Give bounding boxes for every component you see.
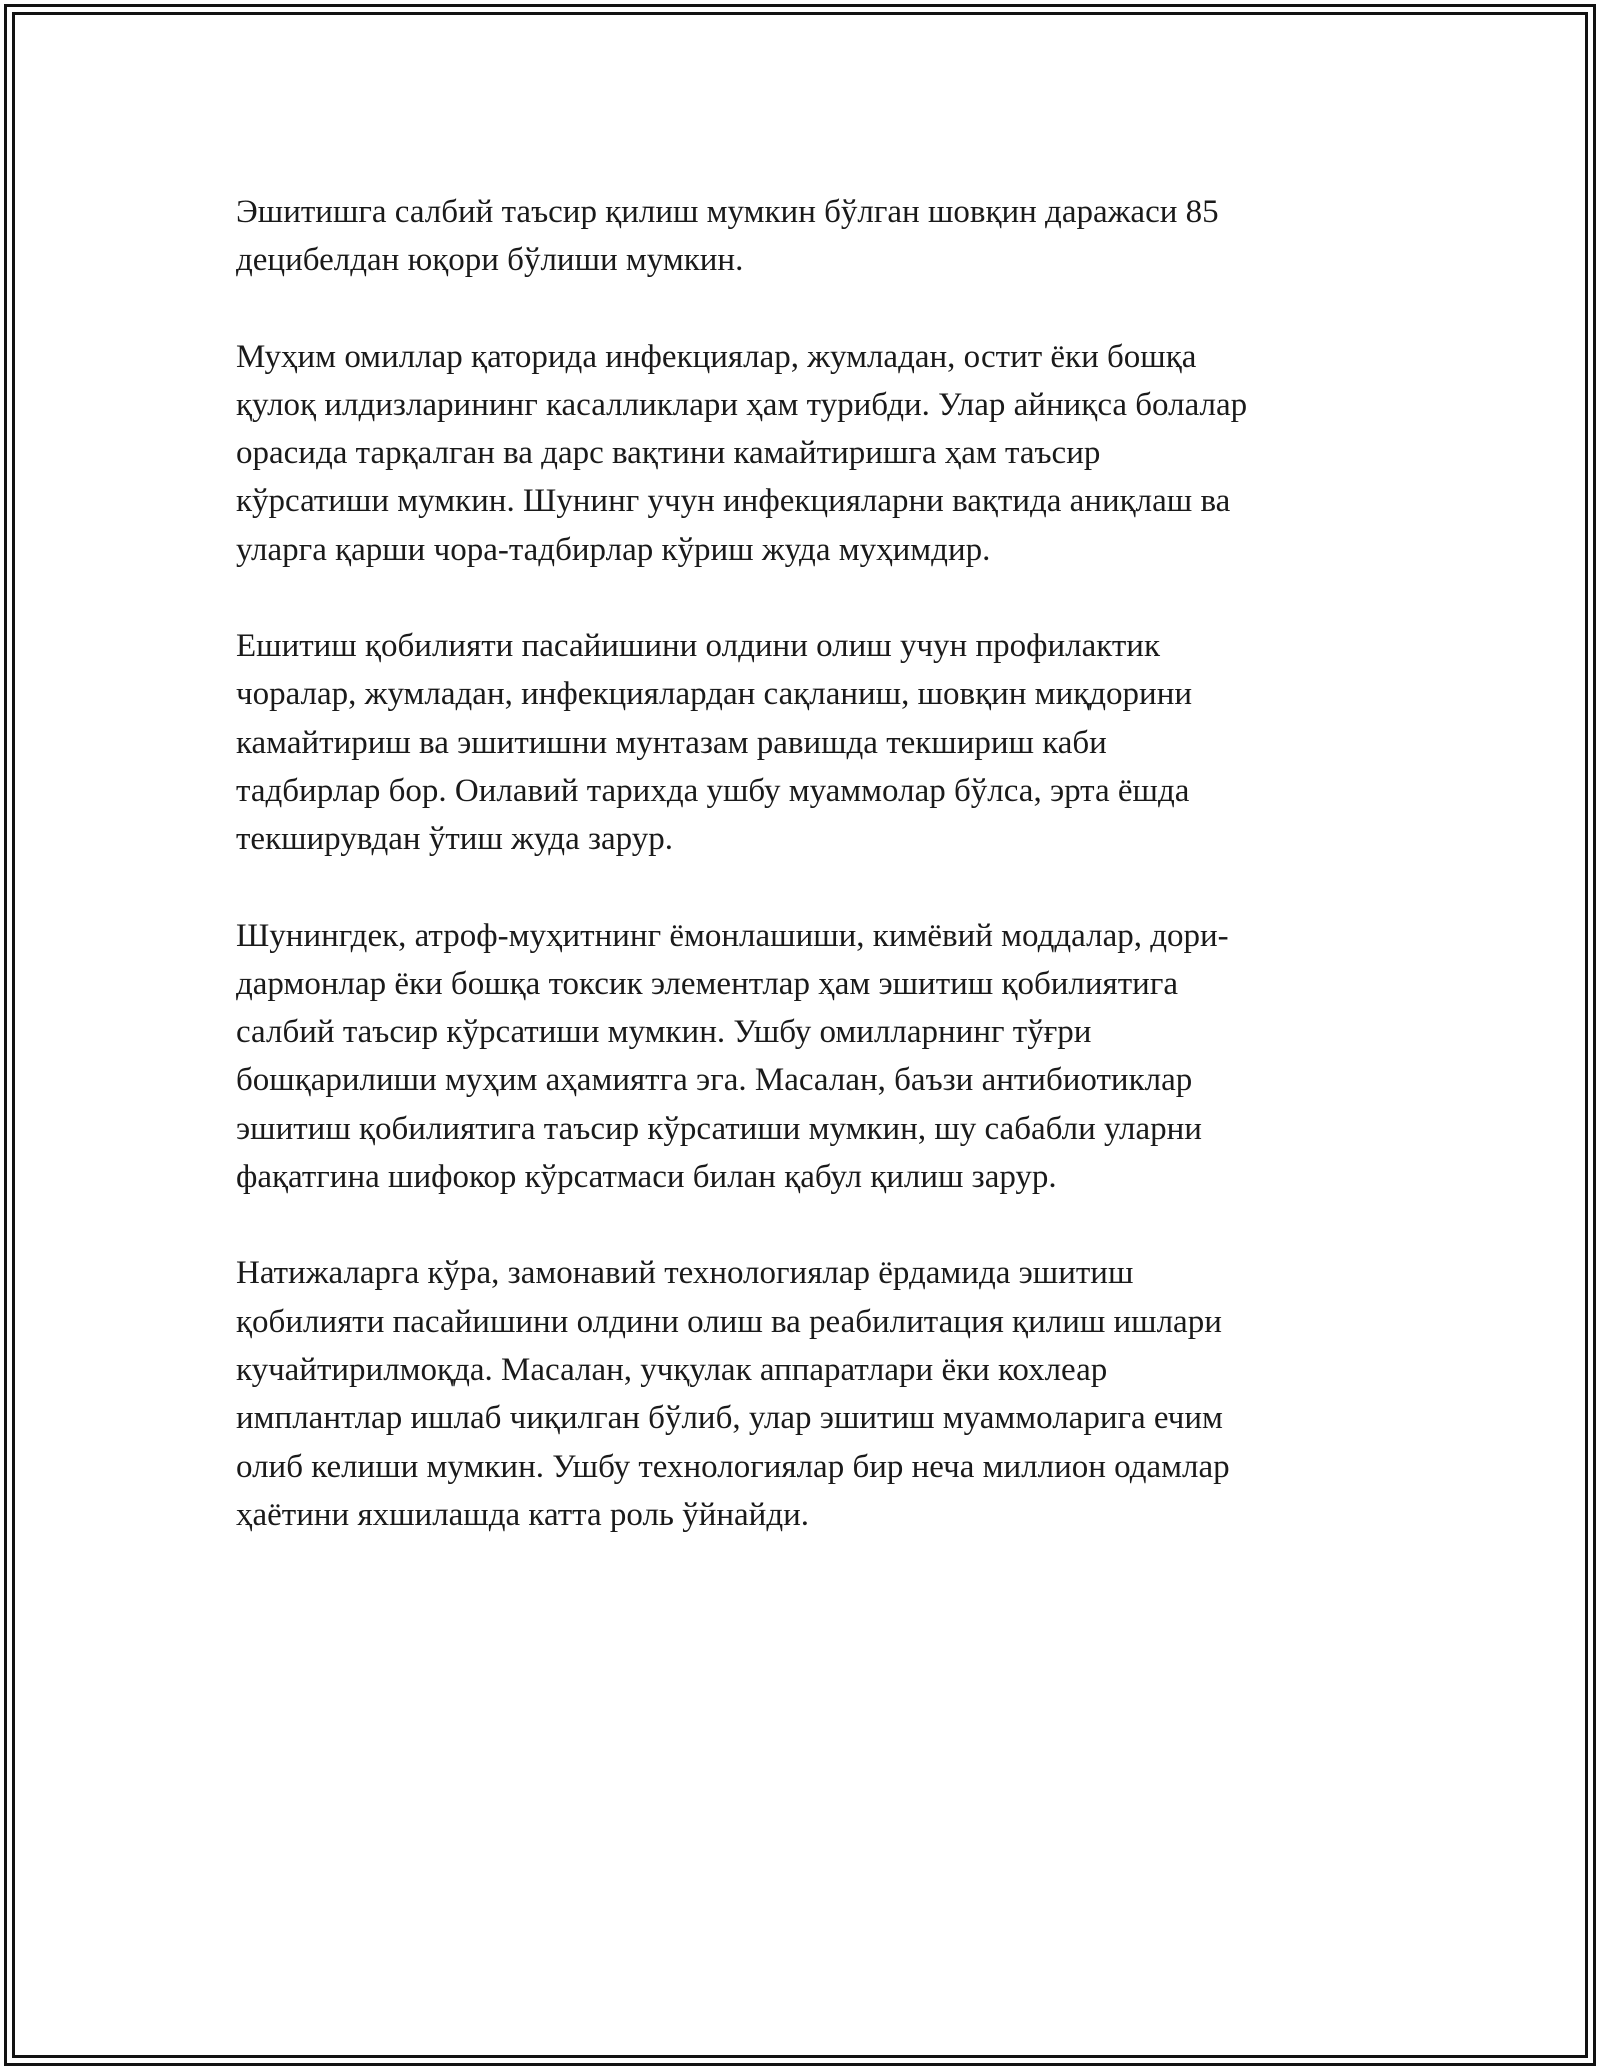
document-page xyxy=(236,188,1376,1587)
paragraph-noise-level: Эшитишга салбий таъсир қилиш мумкин бўлган шовқин даражаси 85 децибелдан юқори бўлиши мумкин. xyxy=(236,194,1219,279)
paragraph-prevention: Ешитиш қобилияти пасайишини олдини олиш учун профилактик чоралар, жумладан, инфекциялардан сақланиш, шовқин миқдорини камайтириш ва эшитишни мунтазам равишда текшириш каби тадбирлар бор. Оилавий тарихда ушбу муаммолар бўлса, эрта ёшда текширувдан ўтиш жуда зарур. xyxy=(236,628,1193,858)
paragraph-environment: Шунингдек, атроф-муҳитнинг ёмонлашиши, кимёвий моддалар, дори- дармонлар ёки бошқа токсик элементлар ҳам эшитиш қобилиятига салбий таъсир кўрсатиши мумкин. Ушбу омилларнинг тўғри бошқарилиши муҳим аҳамиятга эга. Масалан, баъзи антибиотиклар эшитиш қобилиятига таъсир кўрсатиши мумкин, шу сабабли уларни фақатгина шифокор кўрсатмаси билан қабул қилиш зарур. xyxy=(236,917,1229,1196)
paragraph-technology: Натижаларга кўра, замонавий технологиялар ёрдамида эшитиш қобилияти пасайишини олдини олиш ва реабилитация қилиш ишлари кучайтирилмоқда. Масалан, учқулак аппаратлари ёки кохлеар имплантлар ишлаб чиқилган бўлиб, улар эшитиш муаммоларига ечим олиб келиши мумкин. Ушбу технологиялар бир неча миллион одамлар ҳаётини яхшилашда катта роль ўйнайди. xyxy=(236,1255,1230,1533)
paragraph-infections: Муҳим омиллар қаторида инфекциялар, жумладан, остит ёки бошқа қулоқ илдизларининг касалликлари ҳам турибди. Улар айниқса болалар орасида тарқалган ва дарс вақтини камайтиришга ҳам таъсир кўрсатиши мумкин. Шунинг учун инфекцияларни вақтида аниқлаш ва уларга қарши чора-тадбирлар кўриш жуда муҳимдир. xyxy=(236,338,1248,568)
